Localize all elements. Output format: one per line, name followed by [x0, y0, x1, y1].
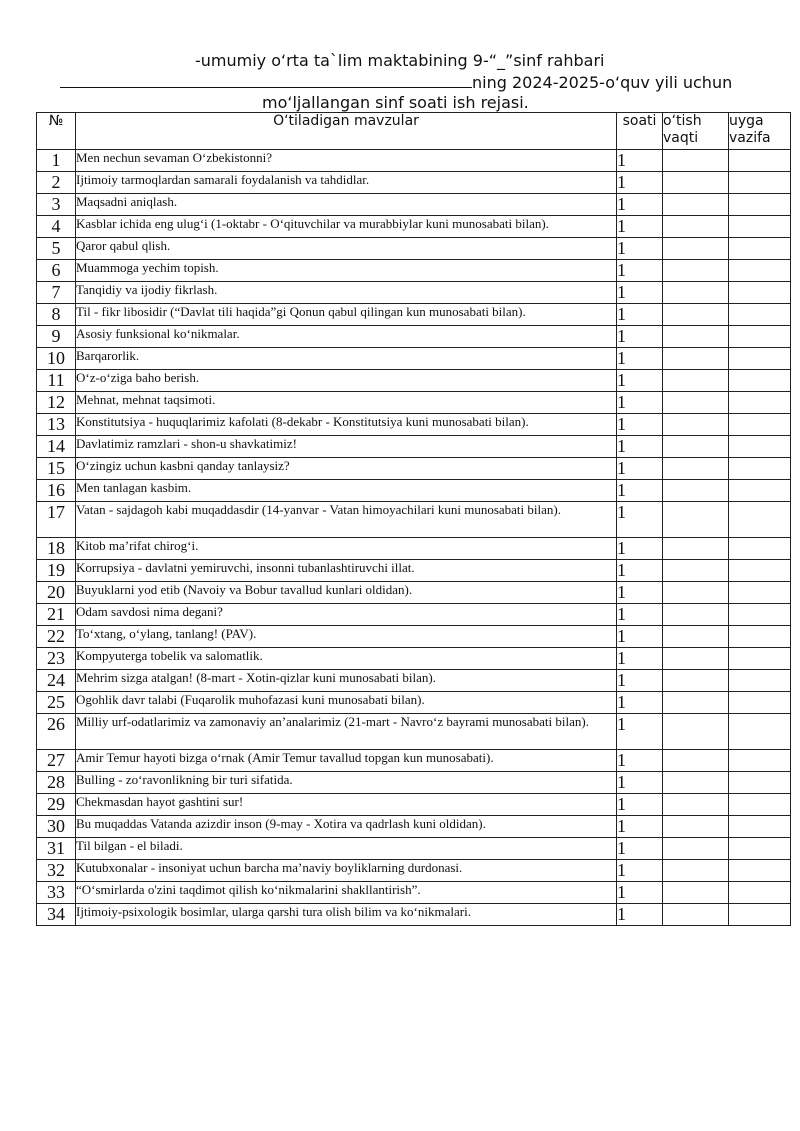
table-row [37, 172, 791, 194]
row-topic: To‘xtang, o‘ylang, tanlang! (PAV). [76, 626, 617, 648]
row-topic: Maqsadni aniqlash. [76, 194, 617, 216]
row-date-cell [663, 838, 729, 860]
row-topic: Kasblar ichida eng ulug‘i (1-oktabr - O‘qituvchilar va murabbiylar kuni munosabati bilan). [76, 216, 617, 238]
row-homework-cell [729, 392, 791, 414]
table-row [37, 626, 791, 648]
row-homework-cell [729, 626, 791, 648]
row-date-cell [663, 216, 729, 238]
row-hours: 1 [617, 216, 663, 238]
row-hours: 1 [617, 436, 663, 458]
row-number: 5 [37, 238, 76, 260]
row-number: 14 [37, 436, 76, 458]
table-row [37, 414, 791, 436]
table-row [37, 282, 791, 304]
table-row [37, 260, 791, 282]
row-date-cell [663, 582, 729, 604]
table-row [37, 194, 791, 216]
table-row [37, 750, 791, 772]
row-number: 2 [37, 172, 76, 194]
row-hours: 1 [617, 816, 663, 838]
row-homework-cell [729, 560, 791, 582]
row-homework-cell [729, 794, 791, 816]
row-topic: Muammoga yechim topish. [76, 260, 617, 282]
row-date-cell [663, 882, 729, 904]
row-hours: 1 [617, 370, 663, 392]
row-topic: O‘z-o‘ziga baho berish. [76, 370, 617, 392]
row-date-cell [663, 348, 729, 370]
row-date-cell [663, 860, 729, 882]
row-date-cell [663, 750, 729, 772]
row-hours: 1 [617, 692, 663, 714]
row-hours: 1 [617, 904, 663, 926]
row-homework-cell [729, 502, 791, 538]
row-hours: 1 [617, 150, 663, 172]
row-homework-cell [729, 348, 791, 370]
row-homework-cell [729, 670, 791, 692]
row-homework-cell [729, 604, 791, 626]
row-topic: Asosiy funksional ko‘nikmalar. [76, 326, 617, 348]
row-date-cell [663, 692, 729, 714]
table-row [37, 772, 791, 794]
row-date-cell [663, 370, 729, 392]
row-date-cell [663, 150, 729, 172]
row-number: 3 [37, 194, 76, 216]
row-number: 25 [37, 692, 76, 714]
class-hour-plan-table [36, 112, 791, 926]
row-date-cell [663, 282, 729, 304]
row-number: 24 [37, 670, 76, 692]
row-homework-cell [729, 772, 791, 794]
row-hours: 1 [617, 838, 663, 860]
row-hours: 1 [617, 194, 663, 216]
row-hours: 1 [617, 260, 663, 282]
row-hours: 1 [617, 458, 663, 480]
row-topic: Men tanlagan kasbim. [76, 480, 617, 502]
row-hours: 1 [617, 714, 663, 750]
table-row [37, 794, 791, 816]
row-topic: Mehnat, mehnat taqsimoti. [76, 392, 617, 414]
row-number: 6 [37, 260, 76, 282]
table-header-row [37, 113, 791, 150]
row-number: 7 [37, 282, 76, 304]
row-hours: 1 [617, 480, 663, 502]
table-row [37, 480, 791, 502]
teacher-name-blank [60, 72, 472, 88]
row-number: 19 [37, 560, 76, 582]
row-homework-cell [729, 882, 791, 904]
row-topic: Kompyuterga tobelik va salomatlik. [76, 648, 617, 670]
table-row [37, 348, 791, 370]
row-hours: 1 [617, 882, 663, 904]
table-row [37, 904, 791, 926]
table-row [37, 714, 791, 750]
row-date-cell [663, 238, 729, 260]
column-header-homework: uyga vazifa [729, 113, 791, 150]
table-row [37, 692, 791, 714]
table-row [37, 238, 791, 260]
row-homework-cell [729, 238, 791, 260]
row-hours: 1 [617, 860, 663, 882]
row-number: 20 [37, 582, 76, 604]
row-homework-cell [729, 326, 791, 348]
row-topic: Milliy urf-odatlarimiz va zamonaviy an’analarimiz (21-mart - Navro‘z bayrami munosabati bilan). [76, 714, 617, 750]
row-hours: 1 [617, 348, 663, 370]
row-homework-cell [729, 904, 791, 926]
row-hours: 1 [617, 172, 663, 194]
row-date-cell [663, 480, 729, 502]
row-number: 29 [37, 794, 76, 816]
row-number: 28 [37, 772, 76, 794]
header-line-year: ning 2024-2025-o‘quv yili uchun [472, 73, 733, 92]
table-row [37, 838, 791, 860]
row-hours: 1 [617, 502, 663, 538]
row-homework-cell [729, 414, 791, 436]
row-number: 9 [37, 326, 76, 348]
row-homework-cell [729, 860, 791, 882]
row-date-cell [663, 670, 729, 692]
row-number: 26 [37, 714, 76, 750]
row-number: 17 [37, 502, 76, 538]
row-date-cell [663, 458, 729, 480]
table-row [37, 648, 791, 670]
row-number: 13 [37, 414, 76, 436]
row-number: 11 [37, 370, 76, 392]
row-topic: Ijtimoiy-psixologik bosimlar, ularga qarshi tura olish bilim va ko‘nikmalari. [76, 904, 617, 926]
table-row [37, 216, 791, 238]
row-hours: 1 [617, 304, 663, 326]
row-number: 15 [37, 458, 76, 480]
row-date-cell [663, 326, 729, 348]
row-number: 18 [37, 538, 76, 560]
row-number: 8 [37, 304, 76, 326]
row-number: 16 [37, 480, 76, 502]
row-date-cell [663, 392, 729, 414]
row-number: 4 [37, 216, 76, 238]
row-hours: 1 [617, 560, 663, 582]
row-hours: 1 [617, 626, 663, 648]
table-row [37, 670, 791, 692]
row-homework-cell [729, 194, 791, 216]
row-topic: Konstitutsiya - huquqlarimiz kafolati (8-dekabr - Konstitutsiya kuni munosabati bilan). [76, 414, 617, 436]
row-topic: Odam savdosi nima degani? [76, 604, 617, 626]
row-topic: Men nechun sevaman O‘zbekistonni? [76, 150, 617, 172]
row-number: 31 [37, 838, 76, 860]
row-date-cell [663, 172, 729, 194]
row-topic: Vatan - sajdagoh kabi muqaddasdir (14-yanvar - Vatan himoyachilari kuni munosabati bilan). [76, 502, 617, 538]
table-row [37, 502, 791, 538]
row-homework-cell [729, 538, 791, 560]
row-date-cell [663, 816, 729, 838]
row-topic: “O‘smirlarda o'zini taqdimot qilish ko‘nikmalarini shakllantirish”. [76, 882, 617, 904]
row-homework-cell [729, 458, 791, 480]
row-date-cell [663, 560, 729, 582]
row-hours: 1 [617, 238, 663, 260]
row-date-cell [663, 714, 729, 750]
row-date-cell [663, 538, 729, 560]
row-number: 23 [37, 648, 76, 670]
row-topic: Til bilgan - el biladi. [76, 838, 617, 860]
row-homework-cell [729, 370, 791, 392]
row-number: 22 [37, 626, 76, 648]
table-row [37, 560, 791, 582]
row-topic: Qaror qabul qlish. [76, 238, 617, 260]
column-header-hours: soati [617, 113, 663, 150]
row-hours: 1 [617, 750, 663, 772]
column-header-date: o‘tish vaqti [663, 113, 729, 150]
table-row [37, 392, 791, 414]
row-hours: 1 [617, 414, 663, 436]
header-line-title: mo‘ljallangan sinf soati ish rejasi. [262, 93, 529, 112]
row-homework-cell [729, 692, 791, 714]
row-homework-cell [729, 436, 791, 458]
row-homework-cell [729, 714, 791, 750]
row-hours: 1 [617, 392, 663, 414]
row-topic: O‘zingiz uchun kasbni qanday tanlaysiz? [76, 458, 617, 480]
row-number: 33 [37, 882, 76, 904]
header-line-school: -umumiy o‘rta ta`lim maktabining 9-“_”sinf rahbari [195, 51, 605, 70]
row-homework-cell [729, 150, 791, 172]
table-row [37, 436, 791, 458]
row-hours: 1 [617, 794, 663, 816]
row-topic: Chekmasdan hayot gashtini sur! [76, 794, 617, 816]
row-date-cell [663, 304, 729, 326]
row-topic: Amir Temur hayoti bizga o‘rnak (Amir Temur tavallud topgan kun munosabati). [76, 750, 617, 772]
row-date-cell [663, 604, 729, 626]
row-hours: 1 [617, 538, 663, 560]
row-date-cell [663, 794, 729, 816]
row-hours: 1 [617, 604, 663, 626]
row-number: 12 [37, 392, 76, 414]
header-line-teacher [60, 72, 732, 92]
row-date-cell [663, 904, 729, 926]
row-topic: Tanqidiy va ijodiy fikrlash. [76, 282, 617, 304]
row-date-cell [663, 502, 729, 538]
table-row [37, 538, 791, 560]
row-number: 27 [37, 750, 76, 772]
row-homework-cell [729, 838, 791, 860]
row-topic: Bulling - zo‘ravonlikning bir turi sifatida. [76, 772, 617, 794]
row-date-cell [663, 648, 729, 670]
table-row [37, 326, 791, 348]
row-homework-cell [729, 480, 791, 502]
row-homework-cell [729, 750, 791, 772]
row-date-cell [663, 436, 729, 458]
row-number: 34 [37, 904, 76, 926]
row-topic: Kutubxonalar - insoniyat uchun barcha ma’naviy boyliklarning durdonasi. [76, 860, 617, 882]
row-date-cell [663, 626, 729, 648]
table-row [37, 882, 791, 904]
row-homework-cell [729, 282, 791, 304]
table-row [37, 370, 791, 392]
row-date-cell [663, 772, 729, 794]
table-body [37, 150, 791, 926]
row-topic: Davlatimiz ramzlari - shon-u shavkatimiz! [76, 436, 617, 458]
row-homework-cell [729, 216, 791, 238]
row-number: 21 [37, 604, 76, 626]
row-hours: 1 [617, 670, 663, 692]
row-hours: 1 [617, 772, 663, 794]
table-row [37, 860, 791, 882]
column-header-number: № [37, 113, 76, 150]
row-topic: Mehrim sizga atalgan! (8-mart - Xotin-qizlar kuni munosabati bilan). [76, 670, 617, 692]
row-topic: Korrupsiya - davlatni yemiruvchi, insonni tubanlashtiruvchi illat. [76, 560, 617, 582]
row-homework-cell [729, 172, 791, 194]
row-topic: Ijtimoiy tarmoqlardan samarali foydalanish va tahdidlar. [76, 172, 617, 194]
row-hours: 1 [617, 282, 663, 304]
row-number: 32 [37, 860, 76, 882]
row-topic: Bu muqaddas Vatanda azizdir inson (9-may - Xotira va qadrlash kuni oldidan). [76, 816, 617, 838]
table-row [37, 458, 791, 480]
row-homework-cell [729, 648, 791, 670]
row-topic: Ogohlik davr talabi (Fuqarolik muhofazasi kuni munosabati bilan). [76, 692, 617, 714]
table-row [37, 150, 791, 172]
column-header-topic: O‘tiladigan mavzular [76, 113, 617, 150]
row-topic: Kitob ma’rifat chirog‘i. [76, 538, 617, 560]
table-row [37, 604, 791, 626]
row-number: 10 [37, 348, 76, 370]
row-homework-cell [729, 304, 791, 326]
row-date-cell [663, 414, 729, 436]
table-row [37, 304, 791, 326]
row-homework-cell [729, 816, 791, 838]
row-number: 30 [37, 816, 76, 838]
row-date-cell [663, 260, 729, 282]
row-number: 1 [37, 150, 76, 172]
row-hours: 1 [617, 582, 663, 604]
table-row [37, 582, 791, 604]
row-hours: 1 [617, 326, 663, 348]
row-topic: Til - fikr libosidir (“Davlat tili haqida”gi Qonun qabul qilingan kun munosabati bilan). [76, 304, 617, 326]
table-row [37, 816, 791, 838]
row-date-cell [663, 194, 729, 216]
row-hours: 1 [617, 648, 663, 670]
row-homework-cell [729, 260, 791, 282]
row-topic: Buyuklarni yod etib (Navoiy va Bobur tavallud kunlari oldidan). [76, 582, 617, 604]
row-homework-cell [729, 582, 791, 604]
row-topic: Barqarorlik. [76, 348, 617, 370]
